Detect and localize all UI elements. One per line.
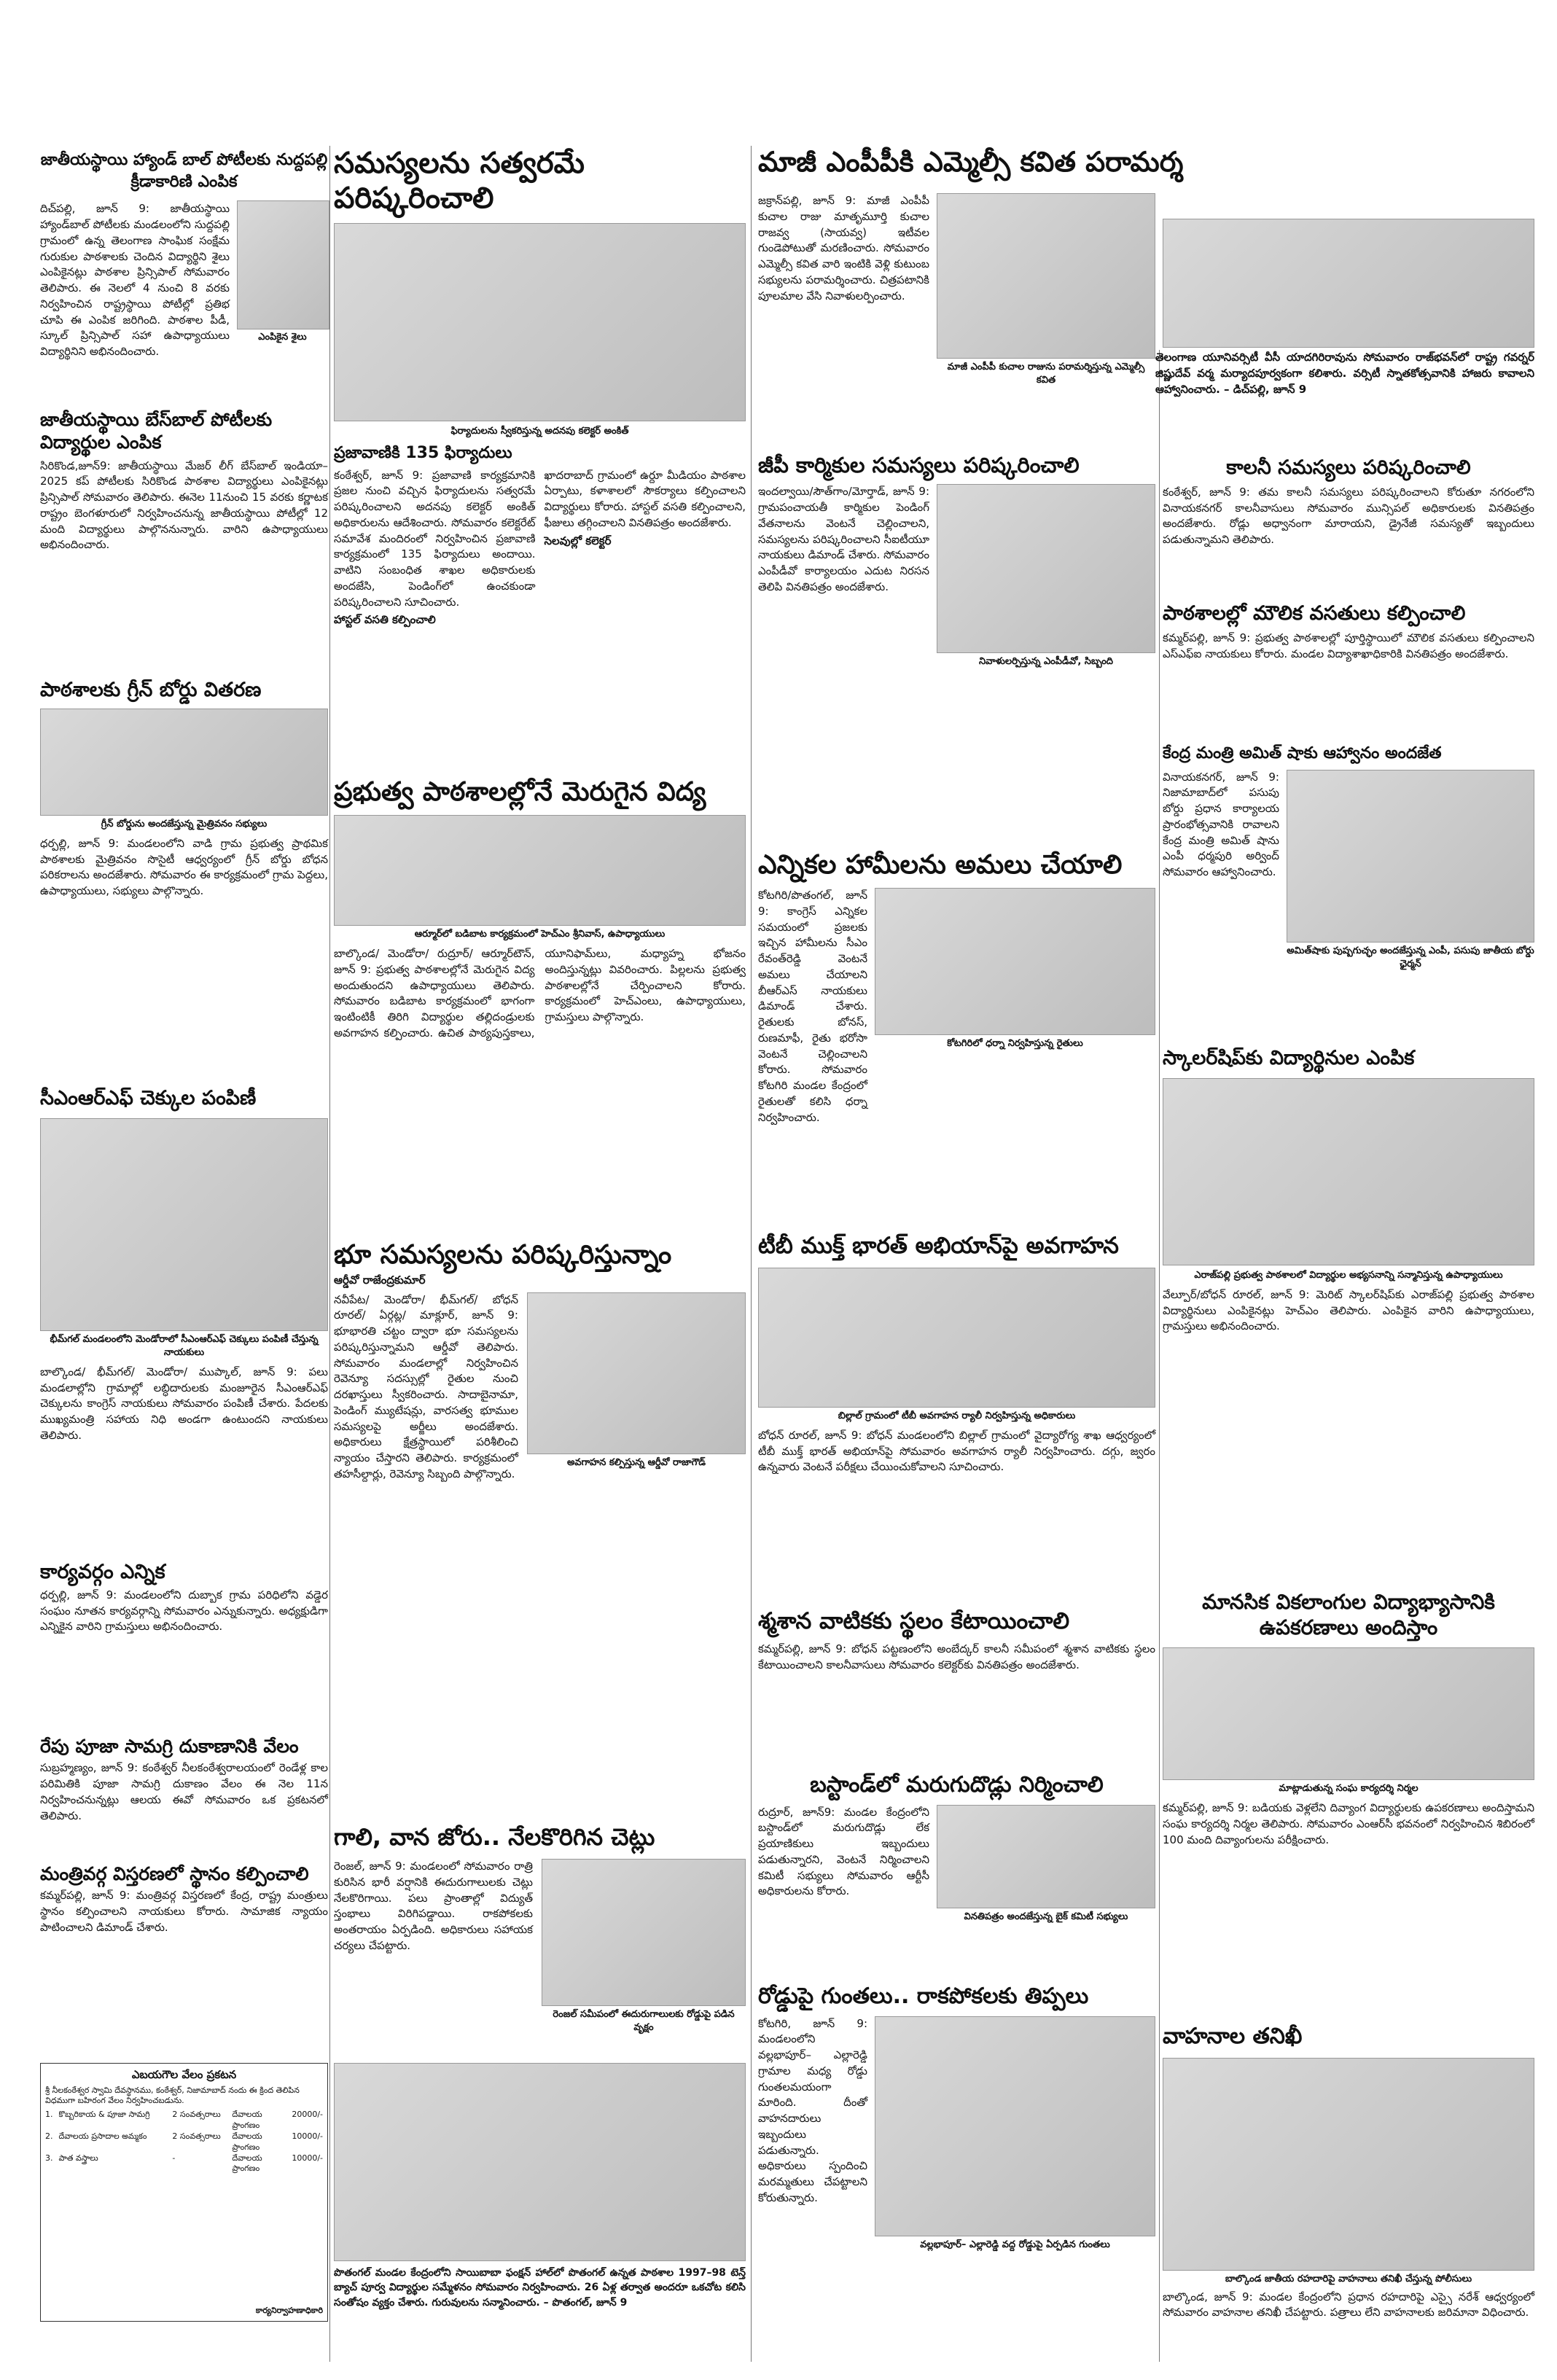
table-row: 1. కొబ్బరికాయ & పూజా సామగ్రి 2 సంవత్సరాలు దేవాలయ ప్రాంగణం 20000/-: [45, 2110, 323, 2131]
headline: గాలి, వాన జోరు.. నేలకొరిగిన చెట్లు: [334, 1823, 655, 1851]
article-governor: [1163, 219, 1534, 348]
column-divider: [329, 146, 330, 2362]
headline: జీపీ కార్మికుల సమస్యలు పరిష్కరించాలి: [758, 453, 1080, 477]
headline: మానసిక వికలాంగుల విద్యాభ్యాసానికి ఉపకరణాలు అందిస్తాం: [1202, 1590, 1495, 1639]
notice-table: [45, 2110, 323, 2174]
article-vehicle-check: [1163, 2023, 1534, 2321]
article-body: సిరికొండ,జూన్9: జాతీయస్థాయి మేజర్ లీగ్ బేస్‌బాల్ ఇండియా–2025 కప్ పోటీలకు సిరికొండ పాఠశాల విద్యార్థులు ఎంపికైనట్లు ప్రిన్సిపాల్ సోమవారం తెలిపారు. ఈనెల 11నుంచి 15 వరకు కర్ణాటక రాష్ట్రం బెంగళూరులో నిర్వహించనున్న జాతీయస్థాయి పోటీల్లో 12 మంది విద్యార్థులు పాల్గొననున్నారు. వారిని ఉపాధ్యాయులు అభినందించారు.: [40, 459, 328, 552]
article-body: కంఠేశ్వర్, జూన్ 9: తమ కాలనీ సమస్యలు పరిష్కరించాలని కోరుతూ నగరంలోని వినాయకనగర్ కాలనీవాసులు సోమవారం మున్సిపల్ అధికారులకు వినతిపత్రం అందజేశారు. రోడ్లు అధ్వానంగా మారాయని, డ్రైనేజీ సమస్యతో ఇబ్బందులు పడుతున్నామని తెలిపారు.: [1163, 485, 1534, 546]
headline: రేపు పూజా సామగ్రి దుకాణానికి వేలం: [40, 1736, 299, 1757]
photo-caption: అమిత్‌షాకు పుష్పగుచ్ఛం అందజేస్తున్న ఎంపీ, పసుపు జాతీయ బోర్డు ఛైర్మన్: [1287, 945, 1534, 969]
article-body: ధర్పల్లి, జూన్ 9: మండలంలోని వాడి గ్రామ ప్రభుత్వ ప్రాథమిక పాఠశాలకు మైత్రివనం సొసైటీ ఆధ్వర్యంలో గ్రీన్ బోర్డు బోధన పరికరాలను అందజేశారు. సోమవారం ఈ కార్యక్రమంలో గ్రామ పెద్దలు, ఉపాధ్యాయులు, సభ్యులు పాల్గొన్నారు.: [40, 836, 328, 897]
article-body: ఇందల్వాయి/సౌత్‌గాం/మోర్తాడ్, జూన్ 9: గ్రామపంచాయతీ కార్మికుల పెండింగ్ వేతనాలను వెంటనే చెల్లించాలని, సమస్యలను పరిష్కరించాలని సీఐటీయూ నాయకులు డిమాండ్ చేశారు. సోమవారం ఎంపీడీవో కార్యాలయం ఎదుట నిరసన తెలిపి వినతిపత్రం అందజేశారు.: [758, 485, 929, 593]
photo-tribute: [937, 484, 1155, 653]
photo-disabled-camp: [1163, 1647, 1534, 1780]
photo-caption: ఫిర్యాదులను స్వీకరిస్తున్న అదనపు కలెక్టర్ అంకిత్: [450, 426, 629, 437]
article-prajavani: [334, 146, 746, 628]
photo-amit-shah: [1287, 770, 1534, 943]
photo-caption: తెలంగాణ యూనివర్సిటీ వీసీ యాదగిరిరావును సోమవారం రాజ్‌భవన్‌లో రాష్ట్ర గవర్నర్ జిష్ణుదేవ్ వర్మ మర్యాదపూర్వకంగా కలిశారు. వర్సిటీ స్నాతకోత్సవానికి హాజరు కావాలని ఆహ్వానించారు. – డిచ్‌పల్లి, జూన్ 9: [1155, 351, 1534, 396]
photo-scholarship: [1163, 1078, 1534, 1265]
headline: స్కాలర్‌షిప్‌కు విద్యార్థినుల ఎంపిక: [1163, 1047, 1415, 1069]
article-body: దిచ్‌పల్లి, జూన్ 9: జాతీయస్థాయి హ్యాండ్‌బాల్ పోటీలకు మండలంలోని సుద్దపల్లి గ్రామంలో ఉన్న తెలంగాణ సాంఘిక సంక్షేమ గురుకుల పాఠశాలకు చెందిన విద్యార్థిని శైలు ఎంపికైనట్లు పాఠశాల ప్రిన్సిపాల్ సోమవారం తెలిపారు. ఈ నెలలో 4 నుంచి 8 వరకు నిర్వహించిన రాష్ట్రస్థాయి పోటీల్లో ప్రతిభ చూపి ఈ ఎంపిక జరిగింది. పాఠశాల పీడీ, స్కూల్ ప్రిన్సిపాల్ సహా ఉపాధ్యాయులు విద్యార్థినిని అభినందించారు.: [40, 202, 230, 359]
photo-bus-stand: [937, 1805, 1155, 1908]
article-tb: [758, 1232, 1155, 1475]
sub-headline: ప్రజావాణికి 135 ఫిర్యాదులు: [334, 444, 512, 462]
photo-caption: వల్లభాపూర్– ఎల్లారెడ్డి వద్ద రోడ్డుపై ఏర్పడిన గుంతలు: [920, 2239, 1110, 2250]
article-body: రుద్రూర్, జూన్9: మండల కేంద్రంలోని బస్టాండ్‌లో మరుగుదొడ్లు లేక ప్రయాణికులు ఇబ్బందులు పడుతున్నారని, వెంటనే నిర్మించాలని కమిటీ సభ్యులు సోమవారం ఆర్టీసీ అధికారులను కోరారు.: [758, 1805, 929, 1898]
headline: ఎన్నికల హామీలను అమలు చేయాలి: [758, 850, 1123, 880]
article-land: [334, 1239, 746, 1483]
article-body: కోటగిరి, జూన్ 9: మండలంలోని వల్లభాపూర్– ఎల్లారెడ్డి గ్రామాల మధ్య రోడ్డు గుంతలమయంగా మారింది. దీంతో వాహనదారులు ఇబ్బందులు పడుతున్నారు. అధికారులు స్పందించి మరమ్మతులు చేపట్టాలని కోరుతున్నారు.: [758, 2016, 867, 2204]
article-gp-workers: [758, 452, 1155, 669]
photo-potholes: [875, 2016, 1155, 2236]
article-colony: [1163, 456, 1534, 548]
photo-caption: ఆర్మూర్‌లో బడిబాట కార్యక్రమంలో హెచ్‌ఎం శ్రీనివాస్, ఉపాధ్యాయులు: [414, 929, 666, 940]
photo-caption: మాట్లాడుతున్న సంఘ కార్యదర్శి నిర్మల: [1279, 1783, 1419, 1794]
photo-student: [237, 200, 329, 329]
photo-caption: బిల్లాల్ గ్రామంలో టీబీ అవగాహన ర్యాలీ నిర్వహిస్తున్న అధికారులు: [838, 1410, 1076, 1421]
photo-caption: బాల్కొండ జాతీయ రహదారిపై వాహనాలు తనిఖీ చేస్తున్న పోలీసులు: [1225, 2273, 1472, 2285]
column-divider: [1159, 350, 1160, 2362]
photo-caption: పొతంగల్ మండల కేంద్రంలోని సాయిబాబా ఫంక్షన్ హాల్‌లో పొతంగల్ ఉన్నత పాఠశాల 1997–98 టెన్త్ బ్యాచ్ పూర్వ విద్యార్థుల సమ్మేళనం సోమవారం నిర్వహించారు. 26 ఏళ్ల తర్వాత అందరూ ఒకచోట కలిసి సంతోషం వ్యక్తం చేశారు. గురువులను సన్మానించారు. – పొతంగల్, జూన్ 9: [334, 2267, 746, 2309]
article-cabinet: [40, 1862, 328, 1936]
article-body: కోటగిరి/పొతంగల్, జూన్ 9: కాంగ్రెస్ ఎన్నికల సమయంలో ప్రజలకు ఇచ్చిన హామీలను సీఎం రేవంత్‌రెడ్డి వెంటనే అమలు చేయాలని బీఆర్ఎస్ నాయకులు డిమాండ్ చేశారు. రైతులకు బోనస్, రుణమాఫీ, రైతు భరోసా వెంటనే చెల్లించాలని కోరారు. సోమవారం కోటగిరి మండల కేంద్రంలో రైతులతో కలిసి ధర్నా నిర్వహించారు.: [758, 889, 867, 1124]
photo-caption: భీమ్‌గల్ మండలంలోని మెండోరాలో సీఎంఆర్ఎఫ్ చెక్కులు పంపిణీ చేస్తున్న నాయకులు: [50, 1333, 319, 1358]
article-body: వినాయకనగర్, జూన్ 9: నిజామాబాద్‌లో పసుపు బోర్డు ప్రధాన కార్యాలయ ప్రారంభోత్సవానికి రావాలని కేంద్ర మంత్రి అమిత్ షాను ఎంపీ ధర్మపురి అర్వింద్ సోమవారం ఆహ్వానించారు.: [1163, 770, 1279, 878]
column-divider: [751, 146, 752, 2362]
headline: బస్టాండ్‌లో మరుగుదొడ్లు నిర్మించాలి: [810, 1772, 1104, 1798]
headline: రోడ్డుపై గుంతలు.. రాకపోకలకు తిప్పలు: [758, 1983, 1089, 2009]
photo-prajavani: [334, 223, 746, 421]
article-kavitha: [758, 146, 1531, 179]
article-body: బాల్కొండ/ భీమ్‌గల్/ మెండోరా/ ముప్కాల్, జూన్ 9: పలు మండలాల్లోని గ్రామాల్లో లబ్ధిదారులకు మంజూరైన సీఎంఆర్ఎఫ్ చెక్కులను కాంగ్రెస్ నాయకులు సోమవారం పంపిణీ చేశారు. పేదలకు ముఖ్యమంత్రి సహాయ నిధి అండగా ఉంటుందని నాయకులు తెలిపారు.: [40, 1365, 328, 1442]
article-body: కంఠేశ్వర్, జూన్ 9: ప్రజావాణి కార్యక్రమానికి ప్రజల నుంచి వచ్చిన ఫిర్యాదులను సత్వరమే పరిష్కరించాలని అదనపు కలెక్టర్ అంకిత్ అధికారులను ఆదేశించారు. సోమవారం కలెక్టరేట్ సమావేశ మందిరంలో నిర్వహించిన ప్రజావాణి కార్యక్రమంలో 135 ఫిర్యాదులు అందాయి. వాటిని సంబంధిత శాఖల అధికారులకు అందజేసి, పెండింగ్‌లో ఉంచకుండా పరిష్కరించాలని సూచించారు.: [334, 468, 536, 609]
article-handball: [40, 149, 328, 360]
article-body: వేల్పూర్/బోధన్ రూరల్, జూన్ 9: మెరిట్ స్కాలర్‌షిప్‌కు ఎరాజ్‌పల్లి ప్రభుత్వ పాఠశాల విద్యార్థినులు ఎంపికైనట్లు హెచ్‌ఎం తెలిపారు. ఎంపికైన వారిని ఉపాధ్యాయులు, గ్రామస్తులు అభినందించారు.: [1163, 1287, 1534, 1333]
article-crematorium: [758, 1607, 1155, 1673]
article-body: రెంజల్, జూన్ 9: మండలంలో సోమవారం రాత్రి కురిసిన భారీ వర్షానికి ఈదురుగాలులకు చెట్లు నేలకొరిగాయి. పలు ప్రాంతాల్లో విద్యుత్ స్తంభాలు విరిగిపడ్డాయి. రాకపోకలకు అంతరాయం ఏర్పడింది. అధికారులు సహాయక చర్యలు చేపట్టారు.: [334, 1860, 533, 1952]
headline: పాఠశాలకు గ్రీన్ బోర్డు వితరణ: [40, 679, 262, 701]
article-body: బాల్కొండ/ మెండోరా/ రుద్రూర్/ ఆర్మూర్‌టౌన్, జూన్ 9: ప్రభుత్వ పాఠశాలల్లోనే మెరుగైన విద్య అందుతుందని ఉపాధ్యాయులు తెలిపారు. సోమవారం బడిబాట కార్యక్రమంలో భాగంగా ఇంటింటికీ తిరిగి విద్యార్థుల తల్లిదండ్రులకు అవగాహన కల్పించారు. ఉచిత పాఠ్యపుస్తకాలు, యూనిఫామ్‌లు, మధ్యాహ్న భోజనం అందిస్తున్నట్లు వివరించారు. పిల్లలను ప్రభుత్వ పాఠశాలల్లోనే చేర్పించాలని కోరారు. కార్యక్రమంలో హెచ్‌ఎంలు, ఉపాధ్యాయులు, గ్రామస్తులు పాల్గొన్నారు.: [334, 947, 746, 1039]
article-baseball: [40, 408, 328, 553]
article-body: జక్రాన్‌పల్లి, జూన్ 9: మాజీ ఎంపీపీ కుచాల రాజు మాతృమూర్తి కుచాల రాజవ్వ (సాయవ్వ) ఇటీవల గుండెపోటుతో మరణించారు. సోమవారం ఎమ్మెల్సీ కవిత వారి ఇంటికి వెళ్లి కుటుంబ సభ్యులను పరామర్శించారు. చిత్రపటానికి పూలమాల వేసి నివాళులర్పించారు.: [758, 194, 929, 303]
photo-cmrf: [40, 1118, 328, 1331]
headline: కార్యవర్గం ఎన్నిక: [40, 1561, 165, 1583]
photo-caption: వినతిపత్రం అందజేస్తున్న బైక్ కమిటీ సభ్యులు: [964, 1911, 1128, 1922]
photo-vehicle-check: [1163, 2058, 1534, 2271]
article-body: సుబ్రహ్మణ్యం, జూన్ 9: కంఠేశ్వర్ నీలకంఠేశ్వరాలయంలో రెండేళ్ల కాల పరిమితికి పూజా సామగ్రి దుకాణం వేలం ఈ నెల 11న నిర్వహించనున్నట్లు ఆలయ ఈవో సోమవారం ఒక ప్రకటనలో తెలిపారు.: [40, 1761, 328, 1822]
headline: ప్రభుత్వ పాఠశాలల్లోనే మెరుగైన విద్య: [334, 777, 706, 807]
article-body: బోధన్ రూరల్, జూన్ 9: బోధన్ మండలంలోని బిల్లాల్ గ్రామంలో వైద్యారోగ్య శాఖ ఆధ్వర్యంలో టీబీ ముక్త్ భారత్ అభియాన్‌పై సోమవారం అవగాహన ర్యాలీ నిర్వహించారు. దగ్గు, జ్వరం ఉన్నవారు వెంటనే పరీక్షలు చేయించుకోవాలని సూచించారు.: [758, 1428, 1155, 1474]
article-green-board: [40, 678, 328, 900]
table-row: 3. పాత వస్త్రాలు - దేవాలయ ప్రాంగణం 10000/-: [45, 2153, 323, 2174]
article-executive: [40, 1560, 328, 1635]
headline: టీబీ ముక్త్ భారత్ అభియాన్‌పై అవగాహన: [758, 1233, 1119, 1259]
photo-alumni: [334, 2063, 746, 2261]
headline: వాహనాల తనిఖీ: [1163, 2024, 1303, 2049]
headline: శ్మశాన వాటికకు స్థలం కేటాయించాలి: [758, 1608, 1070, 1634]
article-alumni: [334, 2063, 746, 2310]
photo-caption: అవగాహన కల్పిస్తున్న ఆర్డీవో రాజాగౌడ్: [566, 1456, 706, 1468]
photo-caption: గ్రీన్ బోర్డును అందజేస్తున్న మైత్రివనం సభ్యులు: [101, 818, 268, 830]
article-body: కమ్మర్‌పల్లి, జూన్ 9: బోధన్ పట్టణంలోని అంబేద్కర్ కాలనీ సమీపంలో శ్మశాన వాటికకు స్థలం కేటాయించాలని కాలనీవాసులు సోమవారం కలెక్టర్‌కు వినతిపత్రం అందజేశారు.: [758, 1642, 1155, 1671]
headline: పాఠశాలల్లో మౌలిక వసతులు కల్పించాలి: [1163, 602, 1466, 625]
section-subhead: హాస్టల్ వసతి కల్పించాలి: [334, 613, 436, 627]
photo-governor: [1163, 219, 1534, 348]
headline: మాజీ ఎంపీపీకి ఎమ్మెల్సీ కవిత పరామర్శ: [758, 146, 1184, 178]
section-subhead: సెలవుల్లో కలెక్టర్: [544, 534, 612, 547]
article-potholes: [758, 1983, 1155, 2252]
article-body: ఖాదరాబాద్ గ్రామంలో ఉర్దూ మీడియం పాఠశాల ఏర్పాటు, కళాశాలలో సౌకర్యాలు కల్పించాలని విద్యార్థులు కోరారు. హాస్టల్ వసతి కల్పించాలని, ఫీజులు తగ్గించాలని వినతిపత్రం అందజేశారు.: [544, 468, 746, 529]
photo-kavitha: [937, 193, 1155, 359]
photo-tb-rally: [758, 1268, 1155, 1408]
photo-caption: మాజీ ఎంపీపీ కుచాల రాజును పరామర్శిస్తున్న ఎమ్మెల్సీ కవిత: [947, 362, 1145, 386]
article-body: నవీపేట/ మెండోరా/ భీమ్‌గల్/ బోధన్ రూరల్/ ఏర్గట్ల/ మాక్లూర్, జూన్ 9: భూభారతి చట్టం ద్వారా భూ సమస్యలను పరిష్కరిస్తున్నామని ఆర్డీవో తెలిపారు. సోమవారం మండలాల్లో నిర్వహించిన రెవెన్యూ సదస్సుల్లో రైతుల నుంచి దరఖాస్తులు స్వీకరించారు. సాదాబైనామా, పెండింగ్ మ్యుటేషన్లు, వారసత్వ భూముల సమస్యలపై అర్జీలు అందజేశారు. అధికారులు క్షేత్రస్థాయిలో పరిశీలించి న్యాయం చేస్తారని తెలిపారు. కార్యక్రమంలో తహసీల్దార్లు, రెవెన్యూ సిబ్బంది పాల్గొన్నారు.: [334, 1292, 518, 1480]
article-bus-stand: [758, 1771, 1155, 1924]
article-amit-shah: [1163, 744, 1534, 972]
article-infrastructure: [1163, 601, 1534, 662]
notice-text: శ్రీ నీలకంఠేశ్వర స్వామి దేవస్థానము, కంఠేశ్వర్, నిజామాబాద్ నందు ఈ క్రింద తెలిపిన విధముగా బహిరంగ వేలం నిర్వహించబడును.: [45, 2085, 300, 2106]
photo-revenue-sadassu: [527, 1292, 746, 1454]
headline: సీఎంఆర్ఎఫ్ చెక్కుల పంపిణీ: [40, 1087, 257, 1109]
article-body: కమ్మర్‌పల్లి, జూన్ 9: ప్రభుత్వ పాఠశాలల్లో పూర్తిస్థాయిలో మౌలిక వసతులు కల్పించాలని ఎస్ఎఫ్ఐ నాయకులు కోరారు. మండల విద్యాశాఖాధికారికి వినతిపత్రం అందజేశారు.: [1163, 631, 1534, 660]
notice-title: ఎబయగౌల వేలం ప్రకటన: [131, 2068, 237, 2081]
article-disabled: [1163, 1589, 1534, 1848]
photo-fallen-tree: [542, 1859, 746, 2006]
photo-caption: రెంజల్ సమీపంలో ఈదురుగాలులకు రోడ్డుపై పడిన వృక్షం: [553, 2009, 735, 2033]
headline: భూ సమస్యలను పరిష్కరిస్తున్నాం: [334, 1240, 672, 1270]
photo-caption: నివాళులర్పిస్తున్న ఎంపీడీవో, సిబ్బంది: [979, 656, 1113, 668]
article-storm: [334, 1822, 746, 2035]
auction-notice: [40, 2063, 328, 2322]
headline: సమస్యలను సత్వరమే పరిష్కరించాలి: [334, 147, 585, 215]
article-auction: [40, 1735, 328, 1824]
photo-caption: ఎరాజ్‌పల్లి ప్రభుత్వ పాఠశాలలో విద్యార్థుల అభ్యసనాన్ని సన్మానిస్తున్న ఉపాధ్యాయులు: [1194, 1269, 1503, 1281]
article-body: కమ్మర్‌పల్లి, జూన్ 9: మంత్రివర్గ విస్తరణలో కేంద్ర, రాష్ట్ర మంత్రులు స్థానం కల్పించాలని నాయకులు కోరారు. సామాజిక న్యాయం పాటించాలని డిమాండ్ చేశారు.: [40, 1889, 328, 1934]
photo-caption: కోటగిరిలో ధర్నా నిర్వహిస్తున్న రైతులు: [947, 1038, 1083, 1050]
headline: జాతీయస్థాయి హ్యాండ్ బాల్ పోటీలకు నుద్దపల్లి క్రీడాకారిణి ఎంపిక: [40, 151, 328, 191]
article-election-promises: [758, 849, 1155, 1125]
headline: కాలనీ సమస్యలు పరిష్కరించాలి: [1226, 456, 1471, 479]
photo-caption: ఎంపికైన శైలు: [258, 332, 307, 343]
article-scholarship: [1163, 1046, 1534, 1335]
notice-signature: కార్యనిర్వాహణాధికారి: [255, 2306, 323, 2316]
headline: మంత్రివర్గ విస్తరణలో స్థానం కల్పించాలి: [40, 1863, 309, 1884]
article-cmrf: [40, 1086, 328, 1444]
headline: జాతీయస్థాయి బేస్‌బాల్ పోటీలకు విద్యార్థుల ఎంపిక: [40, 409, 273, 453]
byline: ఆర్డీవో రాజేంద్రకుమార్: [334, 1273, 426, 1287]
article-body: బాల్కొండ, జూన్ 9: మండల కేంద్రంలోని ప్రధాన రహదారిపై ఎస్సై నరేశ్ ఆధ్వర్యంలో సోమవారం వాహనాల తనిఖీ చేపట్టారు. పత్రాలు లేని వాహనాలకు జరిమానా విధించారు.: [1163, 2290, 1534, 2319]
photo-dharna: [875, 888, 1155, 1035]
article-govt-schools: [334, 776, 746, 1042]
photo-badibata: [334, 815, 746, 926]
article-body: కమ్మర్‌పల్లి, జూన్ 9: బడియకు వెళ్లలేని దివ్యాంగ విద్యార్థులకు ఉపకరణాలు అందిస్తామని సంఘ కార్యదర్శి నిర్మల తెలిపారు. సోమవారం ఎంఆర్‌సీ భవనంలో నిర్వహించిన శిబిరంలో 100 మంది దివ్యాంగులను పరీక్షించారు.: [1163, 1801, 1534, 1846]
headline: కేంద్ర మంత్రి అమిత్ షాకు ఆహ్వానం అందజేత: [1163, 744, 1442, 762]
photo-green-board: [40, 709, 328, 816]
article-body: ధర్పల్లి, జూన్ 9: మండలంలోని దుబ్బాక గ్రామ పరిధిలోని వడ్డెర సంఘం నూతన కార్యవర్గాన్ని సోమవారం ఎన్నుకున్నారు. అధ్యక్షుడిగా ఎన్నికైన వారిని గ్రామస్తులు అభినందించారు.: [40, 1588, 328, 1634]
table-row: 2. దేవాలయ ప్రసాదాల అమ్మకం 2 సంవత్సరాలు దేవాలయ ప్రాంగణం 10000/-: [45, 2131, 323, 2152]
